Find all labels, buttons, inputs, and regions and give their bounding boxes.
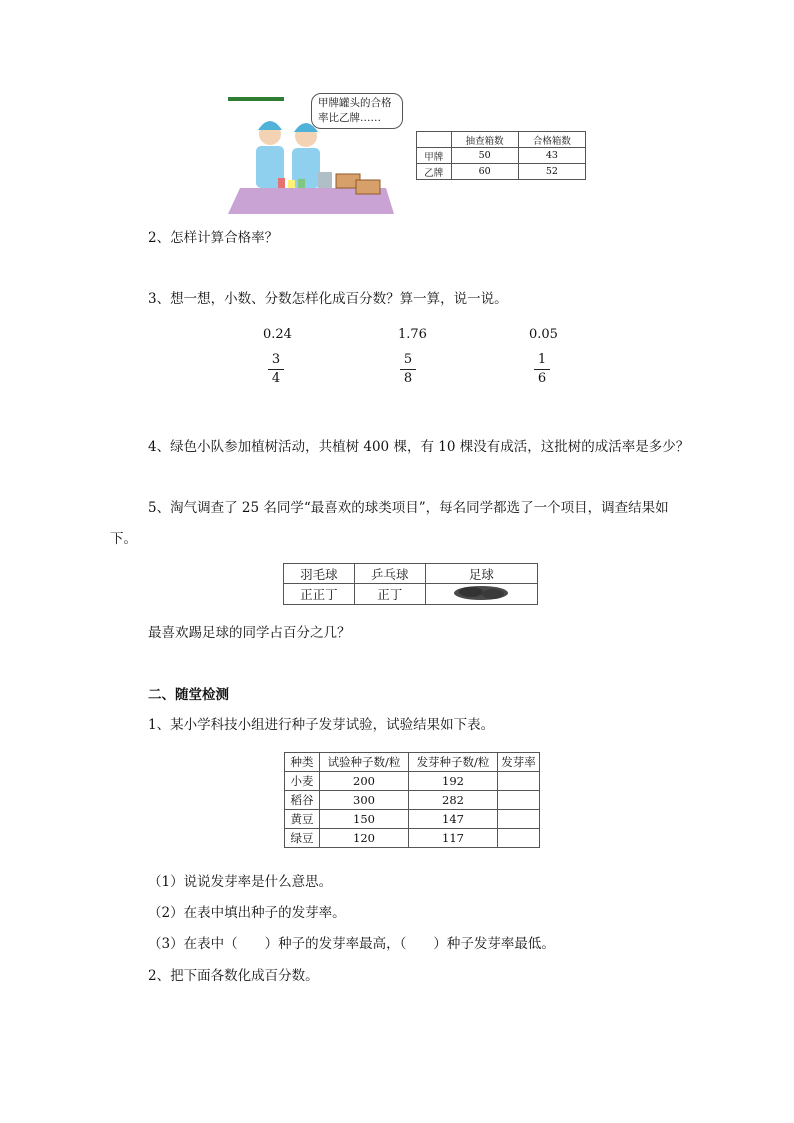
numerator: 5 (403, 352, 413, 367)
ink-smudge-cell (425, 584, 537, 605)
table-cell: 282 (409, 791, 498, 810)
decimal-value: 0.05 (529, 327, 558, 342)
sub-question-3: （3）在表中（ ）种子的发芽率最高，（ ）种子发芽率最低。 (148, 936, 555, 952)
table-header: 足球 (425, 564, 537, 584)
ball-survey-table (283, 563, 538, 605)
table-cell (498, 829, 540, 848)
question-2: 2、怎样计算合格率？ (148, 230, 279, 246)
table-header: 发芽种子数/粒 (409, 753, 498, 772)
section-heading: 二、随堂检测 (148, 687, 229, 703)
table-cell: 绿豆 (285, 829, 320, 848)
table-cell: 52 (518, 164, 585, 180)
question-5-line-1: 5、淘气调查了 25 名同学“最喜欢的球类项目”，每名同学都选了一个项目，调查结果如 (148, 500, 669, 516)
speech-bubble (311, 93, 403, 129)
table-row (417, 164, 586, 180)
table-header: 乒乓球 (354, 564, 425, 584)
fraction (266, 352, 286, 387)
question-4: 4、绿色小队参加植树活动，共植树 400 棵，有 10 棵没有成活，这批树的成活率是多少？ (148, 439, 690, 455)
table-cell: 黄豆 (285, 810, 320, 829)
table-cell: 甲牌 (417, 148, 452, 164)
table-cell: 50 (451, 148, 518, 164)
denominator: 6 (537, 371, 547, 386)
table-row (285, 810, 540, 829)
question-5-ask: 最喜欢踢足球的同学占百分之几？ (148, 625, 351, 641)
table-cell: 60 (451, 164, 518, 180)
table-cell: 200 (320, 772, 409, 791)
table-header: 种类 (285, 753, 320, 772)
numerator: 1 (537, 352, 547, 367)
table-header: 羽毛球 (284, 564, 355, 584)
speech-bubble-line: 率比乙牌…… (318, 112, 381, 124)
denominator: 4 (271, 371, 281, 386)
sub-question-2: （2）在表中填出种子的发芽率。 (148, 905, 346, 921)
fraction (398, 352, 418, 387)
table-row (285, 791, 540, 810)
qualified-boxes-table (416, 131, 586, 180)
table-header: 合格箱数 (518, 132, 585, 148)
numerator: 3 (271, 352, 281, 367)
table-cell (498, 791, 540, 810)
blackboard-edge (228, 97, 284, 101)
table-row (284, 584, 538, 605)
table-row (285, 829, 540, 848)
table-cell: 150 (320, 810, 409, 829)
box (356, 180, 380, 194)
table-cell (498, 772, 540, 791)
worker-body-2 (292, 148, 320, 188)
sub-question-1: （1）说说发芽率是什么意思。 (148, 874, 333, 890)
table-header: 试验种子数/粒 (320, 753, 409, 772)
table-header: 抽查箱数 (451, 132, 518, 148)
table-row (417, 148, 586, 164)
table-cell: 300 (320, 791, 409, 810)
table-cell: 192 (409, 772, 498, 791)
table-header (417, 132, 452, 148)
can (278, 178, 285, 188)
section2-question-2: 2、把下面各数化成百分数。 (148, 968, 319, 984)
decimal-value: 1.76 (398, 327, 427, 342)
seed-germination-table (284, 752, 540, 848)
can (288, 180, 295, 188)
worker-cap-1 (258, 121, 282, 130)
tally-cell: 正丁 (354, 584, 425, 605)
speech-bubble-line: 甲牌罐头的合格 (318, 97, 392, 109)
decimal-value: 0.24 (263, 327, 292, 342)
tally-cell: 正正丁 (284, 584, 355, 605)
denominator: 8 (403, 371, 413, 386)
table-cell: 120 (320, 829, 409, 848)
fraction (532, 352, 552, 387)
question-3: 3、想一想，小数、分数怎样化成百分数？算一算，说一说。 (148, 291, 508, 307)
fraction-bar (268, 369, 284, 370)
table-cell: 小麦 (285, 772, 320, 791)
table-cell: 147 (409, 810, 498, 829)
section2-question-1: 1、某小学科技小组进行种子发芽试验，试验结果如下表。 (148, 717, 495, 733)
fraction-bar (400, 369, 416, 370)
scale (318, 172, 332, 188)
table-cell: 43 (518, 148, 585, 164)
fraction-bar (534, 369, 550, 370)
table-cell (498, 810, 540, 829)
table-cell: 稻谷 (285, 791, 320, 810)
table-cell: 乙牌 (417, 164, 452, 180)
table-header: 发芽率 (498, 753, 540, 772)
question-5-line-2: 下。 (110, 531, 137, 547)
table-cell: 117 (409, 829, 498, 848)
ink-smudge (451, 584, 511, 601)
can (298, 179, 305, 188)
table-row (285, 772, 540, 791)
